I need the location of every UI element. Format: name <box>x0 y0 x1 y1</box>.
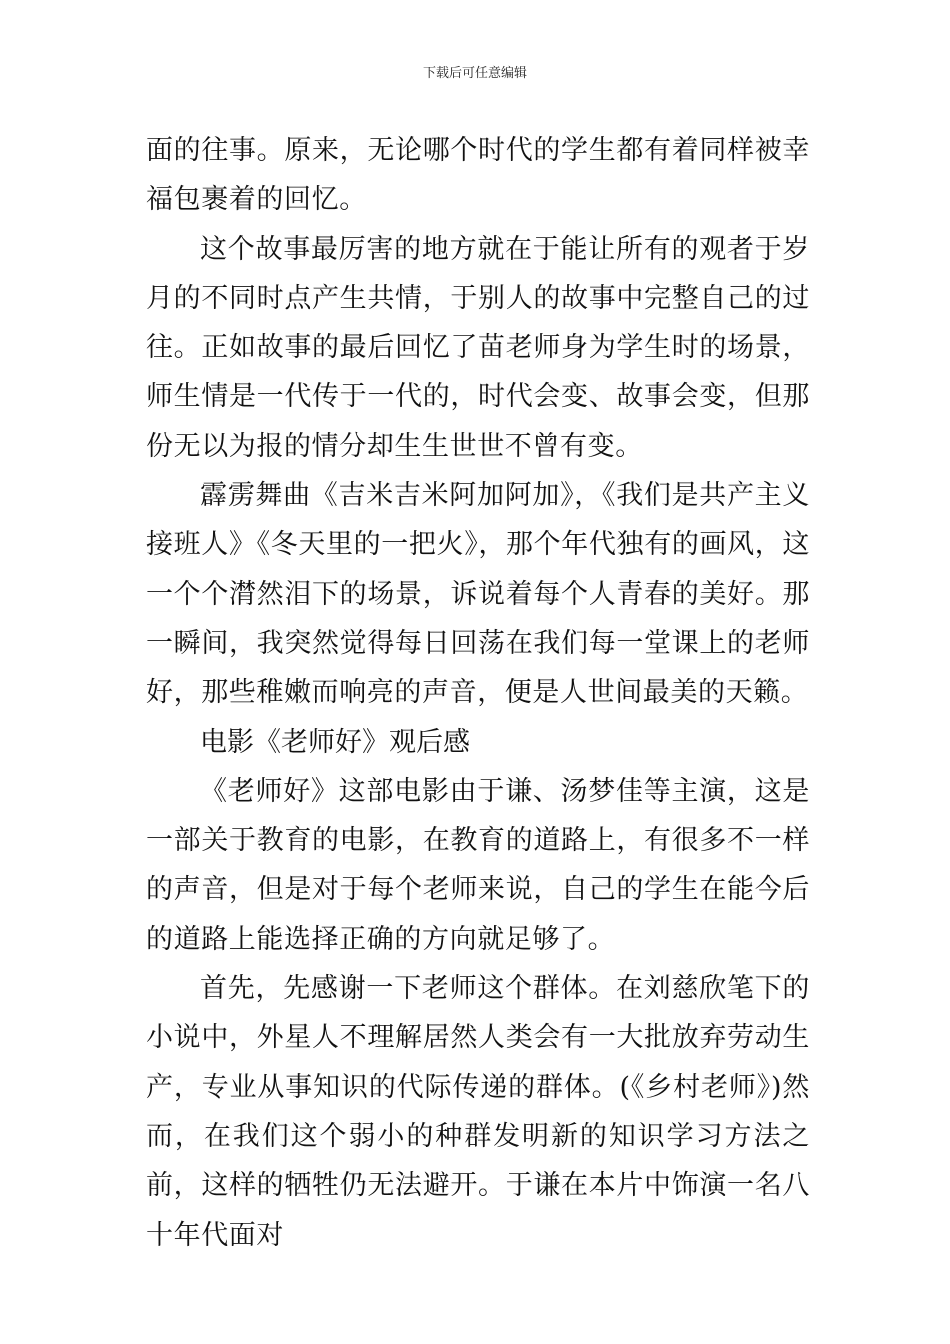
section-title: 电影《老师好》观后感 <box>200 726 470 758</box>
page-header: 下载后可任意编辑 <box>422 66 527 81</box>
paragraph-3: 霹雳舞曲《吉米吉米阿加阿加》，《我们是共产主义接班人》《冬天里的一把火》，那个年代独有的画风，这一个个潸然泪下的场景，诉说着每个人青春的美好。那一瞬间，我突然觉得每日回荡在我们每一堂课上的老师好，那些稚嫩而响亮的声音，便是人世间最美的天籁。 <box>146 480 810 709</box>
paragraph-2: 这个故事最厉害的地方就在于能让所有的观者于岁月的不同时点产生共情，于别人的故事中完整自己的过往。正如故事的最后回忆了苗老师身为学生时的场景，师生情是一代传于一代的，时代会变、故事会变，但那份无以为报的情分却生生世世不曾有变。 <box>146 233 810 462</box>
paragraph-5: 首先，先感谢一下老师这个群体。在刘慈欣笔下的小说中，外星人不理解居然人类会有一大批放弃劳动生产，专业从事知识的代际传递的群体。(《乡村老师》)然而，在我们这个弱小的种群发明新的知识学习方法之前，这样的牺牲仍无法避开。于谦在本片中饰演一名八十年代面对 <box>146 973 810 1251</box>
document-body <box>146 126 810 1260</box>
paragraph-4: 《老师好》这部电影由于谦、汤梦佳等主演，这是一部关于教育的电影，在教育的道路上，有很多不一样的声音，但是对于每个老师来说，自己的学生在能今后的道路上能选择正确的方向就足够了。 <box>146 775 810 955</box>
paragraph-1: 面的往事。原来，无论哪个时代的学生都有着同样被幸福包裹着的回忆。 <box>146 135 810 216</box>
